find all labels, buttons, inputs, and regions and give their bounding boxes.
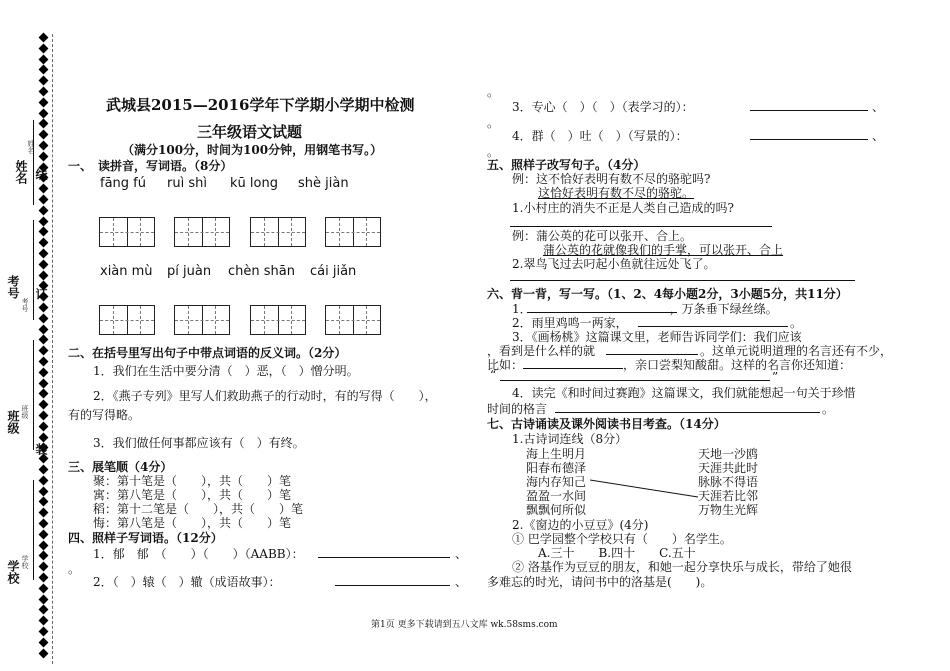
s4-q4-end-mark: 。 [487,145,500,159]
tianzi-box[interactable] [99,305,155,335]
binding-diamond-icon [39,346,49,356]
s2-q3: 3．我们做任何事都应该有（ ）有终。 [93,436,305,450]
s5-example2-answer: 蒲公英的花就像我们的手掌，可以张开、合上 [543,243,784,257]
binding-diamond-icon [39,195,49,205]
binding-diamond-icon [39,227,49,237]
binding-diamond-icon [39,119,49,129]
page-footer: 第1页 更多下载请到五八文库 wk.58sms.com [371,620,558,630]
binding-diamond-icon [39,648,49,658]
s3-heading: 三、展笔顺（4分） [68,460,173,474]
binding-diamond-icon [39,378,49,388]
binding-diamond-icon [39,335,49,345]
s7-q2: 2.《窗边的小豆豆》(4分) [512,518,649,532]
s4-q3-sep: 、 [872,100,885,114]
tianzi-box[interactable] [174,305,230,335]
exam-number-write-line[interactable] [33,220,34,320]
binding-diamond-icon [39,475,49,485]
stroke-item: 聚：第十笔是（ ），共（ ）笔 [93,474,292,488]
s2-q2b: 有的写得略。 [68,408,141,422]
s4-q2-sep: 、 [455,575,468,589]
name-write-line[interactable] [33,120,34,205]
binding-diamond-icon [39,270,49,280]
class-label: 班级 [6,410,20,434]
poem-right-line[interactable]: 天涯共此时 [698,461,759,475]
s5-example1-answer: 这恰好表明有数不尽的骆驼。 [538,186,695,200]
binding-diamond-icon [39,616,49,626]
binding-diamond-icon [39,238,49,248]
poem-right-line[interactable]: 脉脉不得语 [698,475,759,489]
s6-q2: 2．雨里鸡鸣一两家， [512,316,628,330]
poem-right-line[interactable]: 万物生光辉 [698,503,759,517]
s4-q1: 1．郁 郁 （ ）（ ）（AABB）： [93,547,304,561]
binding-diamond-icon [39,540,49,550]
binding-diamond-icon [39,324,49,334]
binding-diamond-icon [39,54,49,64]
binding-diamond-icon [39,519,49,529]
pinyin-7: chèn shān [228,264,295,279]
name-small-label: 姓名 [27,140,35,154]
pinyin-2: ruì shì [167,176,207,191]
s7-heading: 七、古诗诵读及课外阅读书目考查。（14分） [487,417,726,431]
binding-diamond-icon [39,184,49,194]
s4-q4-sep: 、 [872,129,885,143]
s4-q4-answer-line[interactable] [750,139,868,140]
stroke-item: 稻：第十二笔是（ ），共（ ）笔 [93,502,304,516]
s5-q1: 1.小村庄的消失不正是人类自己造成的吗? [512,201,734,215]
pinyin-6: pí juàn [167,264,212,279]
binding-diamond-icon [39,43,49,53]
binding-diamond-icon [39,486,49,496]
exam-instructions: （满分100分，时间为100分钟，用钢笔书写。） [122,143,383,157]
s4-q3-end-mark: 。 [487,116,500,130]
s7-q2-options[interactable]: A.三十 B.四十 C.五十 [538,546,696,560]
seal-line-char: 线 [34,168,48,180]
s6-q3a: 3．《画杨桃》这篇课文里，老师告诉同学们：我们应该 [512,330,802,344]
s4-q3: 3．专心（ ）（ ）（表学习的）： [512,100,694,114]
binding-diamond-icon [39,562,49,572]
s6-q2-answer-line[interactable] [638,326,788,327]
s2-q1: 1．我们在生活中要分清（ ）恶，（ ）憎分明。 [93,364,359,378]
binding-diamond-icon [39,151,49,161]
s6-q3b-end: 。这单元说明道理的名言还有不少， [700,344,893,358]
s5-q2-answer-line[interactable] [510,280,855,281]
binding-diamond-icon [39,357,49,367]
name-label: 姓名 [14,160,28,184]
s6-q3c-mid: ，亲口尝梨知酸甜。这样的名言你还知道： [623,358,852,372]
poem-left-line[interactable]: 飘飘何所似 [526,503,587,517]
binding-diamond-icon [39,97,49,107]
tianzi-box[interactable] [99,217,155,247]
s6-q3d-close: ” [772,370,779,384]
s5-heading: 五、照样子改写句子。（4分） [487,158,646,172]
s5-example2: 例：蒲公英的花可以张开、合上。 [512,229,693,243]
s7-q2-2a: ② 洛基作为豆豆的朋友，和她一起分享快乐与成长，带给了她很 [512,560,852,574]
s5-example1: 例：这不恰好表明有数不尽的骆驼吗? [512,172,711,186]
s6-q3b: ，看到是什么样的就 [487,344,596,358]
poem-left-line[interactable]: 阳春布德泽 [526,461,587,475]
pinyin-1: fāng fú [100,176,146,191]
s6-q4-answer-line[interactable] [555,412,820,413]
binding-diamond-icon [39,497,49,507]
s4-q2: 2．（ ）辕（ ）辙（成语故事）： [93,575,281,589]
binding-diamond-icon [39,465,49,475]
s4-q1-end-mark: 。 [68,562,81,576]
s6-q4b-end: 。 [822,402,835,416]
exam-number-label: 考号 [6,275,20,299]
pinyin-5: xiàn mù [100,264,153,279]
binding-diamond-icon [39,627,49,637]
s6-q3b-answer-line[interactable] [606,354,698,355]
s6-q1: 1． ，万条垂下绿丝绦。 [512,302,778,316]
exam-subtitle: 三年级语文试题 [197,123,303,141]
binding-diamond-icon [39,108,49,118]
poem-right-line[interactable]: 天涯若比邻 [698,489,759,503]
tianzi-box[interactable] [250,217,306,247]
s6-q4b: 时间的格言 [487,402,548,416]
binding-diamond-icon [39,259,49,269]
binding-diamond-icon [39,411,49,421]
s2-q2a: 2．《燕子专列》里写人们救助燕子的行动时，有的写得（ ）， [93,389,437,403]
s1-heading: 一、 读拼音，写词语。（8分） [68,159,233,173]
poem-right-line[interactable]: 天地一沙鸥 [698,447,759,461]
binding-diamond-icon [39,76,49,86]
binding-diamond-icon [39,141,49,151]
binding-diamond-icon [39,529,49,539]
tianzi-box[interactable] [325,217,381,247]
poem-left-line[interactable]: 海内存知己 [526,475,587,489]
s7-q2-1: ① 巴学园整个学校只有（ ）名学生。 [512,532,732,546]
poem-left-line[interactable]: 海上生明月 [526,447,587,461]
tianzi-box[interactable] [325,305,381,335]
binding-diamond-icon [39,313,49,323]
s4-q2-answer-line[interactable] [335,585,450,586]
pinyin-4: shè jiàn [298,176,349,191]
school-write-line[interactable] [33,480,34,580]
binding-diamond-icon [39,216,49,226]
binding-diamond-icon [39,605,49,615]
s7-q1: 1.古诗词连线（8分） [512,432,628,446]
binding-cut-line [52,34,53,664]
binding-diamond-icon [39,87,49,97]
s7-q2-2b: 多难忘的时光，请问书中的洛基是( )。 [487,575,713,589]
binding-diamond-icon [39,432,49,442]
s6-heading: 六、背一背，写一写。（1、2、4每小题2分，3小题5分，共11分） [487,287,848,301]
s6-q3d-answer-line[interactable] [500,380,770,381]
binding-diamond-icon [39,454,49,464]
s6-q2-end: 。 [790,316,803,330]
binding-diamond-icon [39,551,49,561]
seal-ding-char: 订 [34,288,48,300]
s4-q1-sep: 、 [455,547,468,561]
binding-dotted-edge [38,34,52,664]
exam-number-small-label: 考号 [21,298,29,312]
binding-diamond-icon [39,583,49,593]
s4-q1-answer-line[interactable] [318,557,450,558]
poem-left-line[interactable]: 盈盈一水间 [526,489,587,503]
school-small-label: 学校 [21,555,29,569]
s6-q3c-answer-line[interactable] [523,368,623,369]
binding-diamond-icon [39,400,49,410]
binding-diamond-icon [39,421,49,431]
class-write-line[interactable] [33,340,34,450]
s6-q3c: 比如： [487,358,524,372]
tianzi-box[interactable] [250,305,306,335]
stroke-item: 寓：第八笔是（ ），共（ ）笔 [93,488,292,502]
binding-diamond-icon [39,389,49,399]
pinyin-8: cái jiǎn [310,264,357,279]
binding-diamond-icon [39,303,49,313]
binding-diamond-icon [39,637,49,647]
s6-q3d-open: “ [490,368,497,382]
stroke-item: 悔：第八笔是（ ），共（ ）笔 [93,516,292,530]
s5-q2: 2.翠鸟飞过去叼起小鱼就往远处飞了。 [512,257,716,271]
tianzi-box[interactable] [174,217,230,247]
s4-q3-answer-line[interactable] [750,110,868,111]
s4-heading: 四、照样子写词语。（12分） [68,531,223,545]
poem-connection-line [590,475,700,505]
s4-q4: 4．群（ ）吐（ ）（写景的）： [512,129,688,143]
exam-title: 武城县2015—2016学年下学期小学期中检测 [106,96,415,114]
s6-q1-answer-line[interactable] [527,312,677,313]
binding-diamond-icon [39,573,49,583]
binding-diamond-icon [39,508,49,518]
school-label: 学校 [6,560,20,584]
binding-diamond-icon [39,249,49,259]
s2-heading: 二、在括号里写出句子中带点词语的反义词。（2分） [68,346,347,360]
binding-diamond-icon [39,594,49,604]
binding-diamond-icon [39,33,49,43]
binding-diamond-icon [39,205,49,215]
binding-diamond-icon [39,130,49,140]
binding-diamond-icon [39,367,49,377]
s6-q4a: 4．读完《和时间过赛跑》这篇课文，我们就能想起一句关于珍惜 [512,386,856,400]
s4-q2-end-mark: 。 [487,85,500,99]
binding-diamond-icon [39,65,49,75]
seal-zhuang-char: 装 [34,443,48,455]
pinyin-3: kū long [230,176,278,191]
class-small-label: 班级 [21,405,29,419]
